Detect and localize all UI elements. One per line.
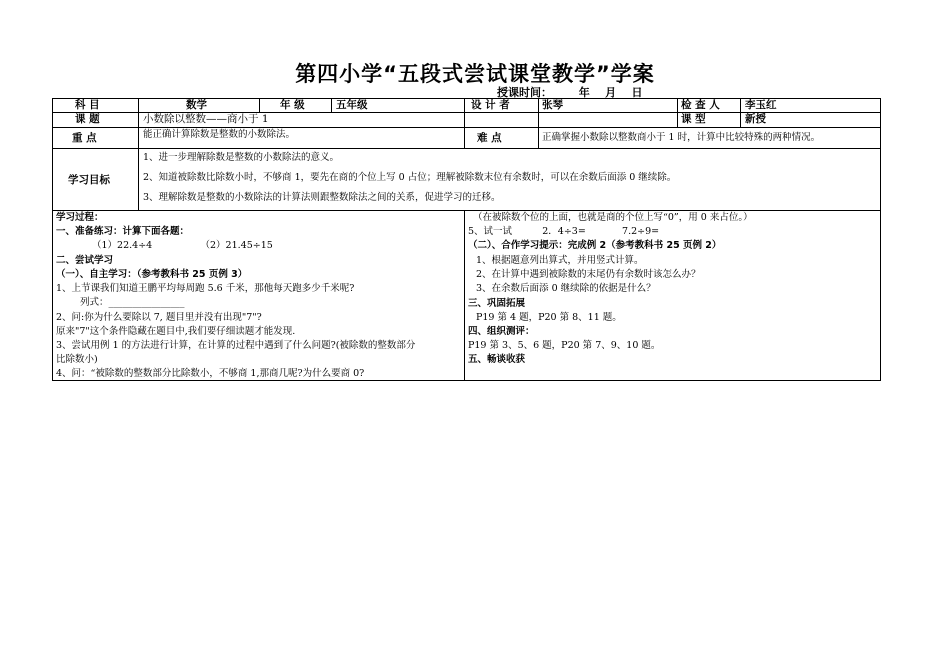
date-line: 授课时间： 年 月 日 <box>497 86 643 99</box>
difficulty-label: 难 点 <box>477 132 502 144</box>
subject-label: 科 目 <box>75 99 100 111</box>
process-heading: 学习过程： <box>56 212 104 223</box>
designer-label: 设 计 者 <box>471 99 510 111</box>
process-line: 3、尝试用例 1 的方法进行计算，在计算的过程中遇到了什么问题?(被除数的整数部分 <box>56 340 416 351</box>
process-line: （1）22.4÷4 （2）21.45÷15 <box>92 240 273 251</box>
goal-item: 2、知道被除数比除数小时，不够商 1，要先在商的个位上写 0 占位；理解被除数末位有余数时，可以在余数后面添 0 继续除。 <box>143 172 677 183</box>
col-divider <box>740 98 741 127</box>
topic-label: 课 题 <box>75 113 100 125</box>
row-divider <box>52 148 881 149</box>
checker-value: 李玉红 <box>745 99 777 111</box>
process-line: 五、畅谈收获 <box>468 354 526 365</box>
process-line: （二）、合作学习提示：完成例 2（参考教科书 25 页例 2） <box>468 240 722 251</box>
process-line: 4、问：“被除数的整数部分比除数小，不够商 1,那商几呢?为什么要商 0? <box>56 368 365 379</box>
grade-value: 五年级 <box>336 99 368 111</box>
goal-item: 3、理解除数是整数的小数除法的计算法则跟整数除法之间的关系，促进学习的迁移。 <box>143 192 501 203</box>
col-divider <box>464 210 465 381</box>
col-divider <box>538 98 539 148</box>
checker-label: 检 查 人 <box>681 99 720 111</box>
grade-label: 年 级 <box>280 99 305 111</box>
process-line: 3、在余数后面添 0 继续除的依据是什么？ <box>476 283 656 294</box>
process-line: 列式：________________ <box>80 297 185 308</box>
col-divider <box>464 98 465 148</box>
col-divider <box>138 98 139 210</box>
col-divider <box>677 98 678 127</box>
process-line: 1、上节课我们知道王鹏平均每周跑 5.6 千米，那他每天跑多少千米呢? <box>56 283 355 294</box>
col-divider <box>331 98 332 112</box>
goals-label: 学习目标 <box>68 174 110 186</box>
type-label: 课 型 <box>681 113 706 125</box>
page-title: 第四小学“五段式尝试课堂教学”学案 <box>295 62 655 86</box>
process-line: （一）、自主学习：（参考教科书 25 页例 3） <box>56 269 248 280</box>
process-line: 原来"7"这个条件隐藏在题目中,我们要仔细读题才能发现. <box>56 326 296 337</box>
process-line: 5、试一试 2．4÷3= 7.2÷9= <box>468 226 660 237</box>
type-value: 新授 <box>745 113 766 125</box>
row-divider <box>52 210 881 211</box>
process-line: 2、在计算中遇到被除数的末尾仍有余数时该怎么办？ <box>476 269 701 280</box>
process-line: 一、准备练习：计算下面各题： <box>56 226 190 237</box>
process-line: P19 第 4 题，P20 第 8、11 题。 <box>476 312 622 323</box>
process-line: P19 第 3、5、6 题，P20 第 7、9、10 题。 <box>468 340 661 351</box>
topic-value: 小数除以整数——商小于 1 <box>143 113 269 125</box>
process-line: 四、组织测评： <box>468 326 535 337</box>
key-point-value: 能正确计算除数是整数的小数除法。 <box>143 129 296 140</box>
col-divider <box>259 98 260 112</box>
goal-item: 1、进一步理解除数是整数的小数除法的意义。 <box>143 152 340 163</box>
process-line: （在被除数个位的上面，也就是商的个位上写“0”，用 0 来占位。） <box>473 212 753 223</box>
subject-value: 数学 <box>186 99 207 111</box>
process-line: 1、根据题意列出算式，并用竖式计算。 <box>476 255 644 266</box>
key-point-label: 重 点 <box>72 132 97 144</box>
difficulty-value: 正确掌握小数除以整数商小于 1 时，计算中比较特殊的两种情况。 <box>542 132 821 143</box>
process-line: 2、问:你为什么要除以 7, 题目里并没有出现"7"? <box>56 312 262 323</box>
process-line: 比除数小) <box>56 354 98 365</box>
process-line: 二、尝试学习 <box>56 255 114 266</box>
designer-value: 张琴 <box>542 99 563 111</box>
process-line: 三、巩固拓展 <box>468 298 526 309</box>
